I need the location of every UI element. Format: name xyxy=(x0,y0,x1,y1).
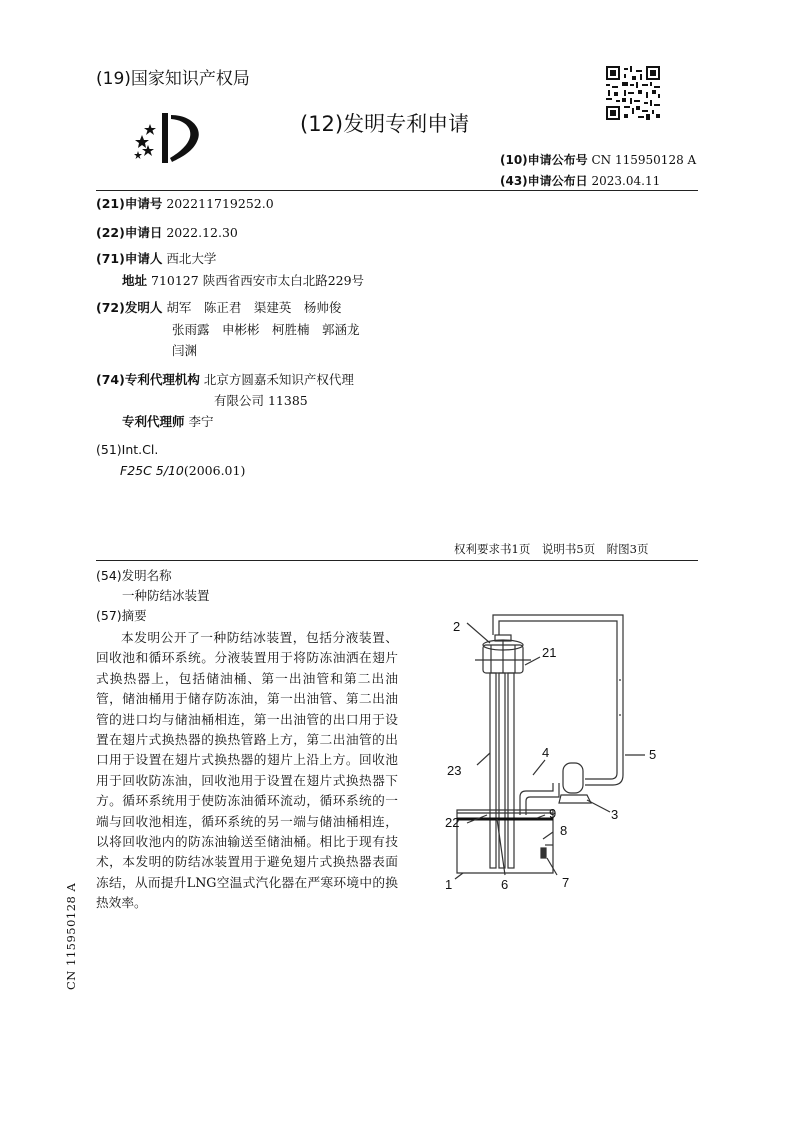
figure-label-4: 4 xyxy=(542,745,550,760)
patent-agent xyxy=(122,413,214,431)
address xyxy=(122,272,364,290)
app-date-value: 2022.12.30 xyxy=(166,225,238,240)
figure-label-5: 5 xyxy=(649,747,657,762)
inventors-line-2: 张雨露 申彬彬 柯胜楠 郭涵龙 xyxy=(172,322,360,337)
publication-number xyxy=(500,151,696,168)
device-diagram xyxy=(415,605,690,890)
page-counts: 权利要求书1页 说明书5页 附图3页 xyxy=(454,542,649,556)
inventors-label: (72)发明人 xyxy=(96,300,163,315)
agent-label: 专利代理师 xyxy=(122,414,185,429)
invention-title: 一种防结冰装置 xyxy=(122,588,210,603)
application-date xyxy=(96,224,238,242)
cnipa-logo-icon xyxy=(128,105,206,167)
abstract-label: (57)摘要 xyxy=(96,608,147,623)
pub-date-label: (43)申请公布日 xyxy=(500,174,588,188)
side-publication-code: CN 115950128 A xyxy=(64,882,78,990)
figure-label-7: 7 xyxy=(562,875,570,890)
agency-line-2: 有限公司 11385 xyxy=(214,393,308,408)
applicant-label: (71)申请人 xyxy=(96,251,163,266)
applicant-value: 西北大学 xyxy=(166,251,217,266)
ipc-classification xyxy=(120,462,245,480)
agent-value: 李宁 xyxy=(188,414,214,429)
figure-label-22: 22 xyxy=(445,815,460,830)
inventors-line-3: 闫渊 xyxy=(172,343,198,358)
figure-label-9: 9 xyxy=(549,806,557,821)
figure-label-2: 2 xyxy=(453,619,461,634)
publication-date xyxy=(500,172,660,189)
pub-date-value: 2023.04.11 xyxy=(591,174,661,188)
office-name: (19)国家知识产权局 xyxy=(96,69,250,89)
section-divider xyxy=(96,560,698,561)
app-date-label: (22)申请日 xyxy=(96,225,163,240)
application-number xyxy=(96,195,274,213)
patent-agency xyxy=(96,371,354,389)
inventors xyxy=(96,299,341,317)
pub-no-label: (10)申请公布号 xyxy=(500,153,588,167)
figure-label-23: 23 xyxy=(447,763,462,778)
figure-label-21: 21 xyxy=(542,645,557,660)
document-type: (12)发明专利申请 xyxy=(300,112,470,136)
figure-label-3: 3 xyxy=(611,807,619,822)
pub-no-value: CN 115950128 A xyxy=(591,153,697,167)
header-divider xyxy=(96,190,698,191)
app-no-label: (21)申请号 xyxy=(96,196,163,211)
qr-code-icon xyxy=(606,66,660,120)
abstract-text: 本发明公开了一种防结冰装置，包括分液装置、回收池和循环系统。分液装置用于将防冻油洒在翅片式换热器上，包括储油桶、第一出油管和第二出油管，储油桶用于储存防冻油，第一出油管、第二出油管的进口均与储油桶相连，第一出油管的出口用于设置在翅片式换热器的换热管路上方，第二出油管的出口用于设置在翅片式换热器的翅片上沿上方。回收池用于回收防冻油，回收池用于设置在翅片式换热器下方。循环系统用于使防冻油循环流动，循环系统的一端与回收池相连，循环系统的另一端与储油桶相连，以将回收池内的防冻油输送至储油桶。相比于现有技术，本发明的防结冰装置用于避免翅片式换热器表面冻结，从而提升LNG空温式汽化器在严寒环境中的换热效率。 xyxy=(96,630,398,911)
figure-label-6: 6 xyxy=(501,877,509,890)
pump xyxy=(563,763,583,793)
ipc-version: (2006.01) xyxy=(183,463,246,478)
address-label: 地址 xyxy=(122,273,148,288)
ipc-code: F25C 5/10 xyxy=(120,463,184,478)
agency-line-1: 北京方圆嘉禾知识产权代理 xyxy=(203,372,354,387)
address-value: 710127 陕西省西安市太白北路229号 xyxy=(151,273,365,288)
heat-exchanger xyxy=(490,673,496,868)
title-label: (54)发明名称 xyxy=(96,568,172,583)
inventors-line-1: 胡军 陈正君 渠建英 杨帅俊 xyxy=(166,300,342,315)
agency-label: (74)专利代理机构 xyxy=(96,372,200,387)
figure-label-1: 1 xyxy=(445,877,453,890)
applicant xyxy=(96,250,216,268)
ipc-label: (51)Int.Cl. xyxy=(96,442,159,457)
app-no-value: 202211719252.0 xyxy=(166,196,274,211)
figure-label-8: 8 xyxy=(560,823,568,838)
